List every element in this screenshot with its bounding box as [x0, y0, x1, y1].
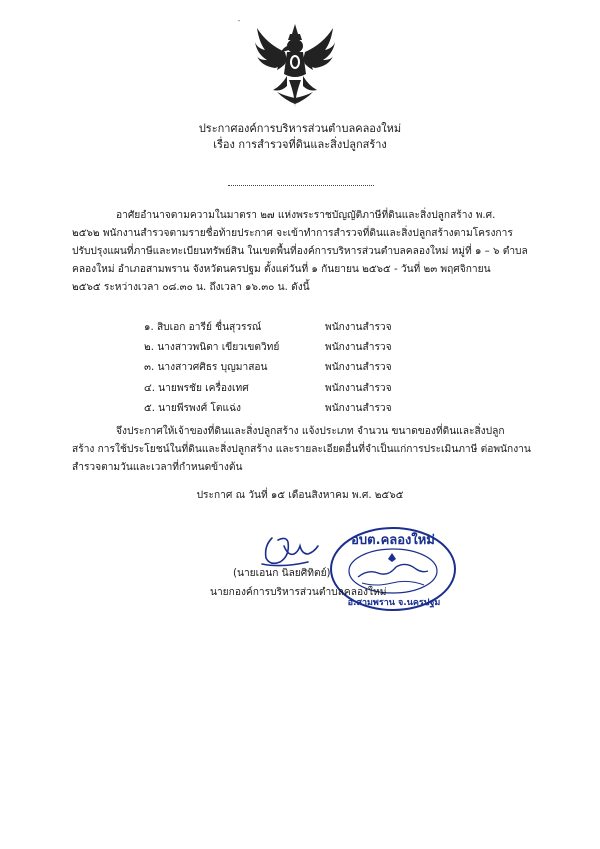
signatory-title: นายกองค์การบริหารส่วนตำบลคลองใหม่ — [210, 587, 387, 598]
staff-list-item — [144, 319, 544, 337]
stamp-top-text: อบต.คลองใหม่ — [351, 533, 435, 548]
paragraph-line: จึงประกาศให้เจ้าของที่ดินและสิ่งปลูกสร้าง แจ้งประเภท จำนวน ขนาดของที่ดินและสิ่งปลูก — [116, 426, 505, 437]
garuda-emblem-icon — [253, 22, 337, 110]
stamp-bottom-text: อ.สามพราน จ.นครปฐม — [347, 598, 441, 608]
staff-name: ๓. นางสาวศศิธร บุญมาสอน — [144, 362, 268, 373]
paragraph-line: ปรับปรุงแผนที่ภาษีและทะเบียนทรัพย์สิน ในเขตพื้นที่องค์การบริหารส่วนตำบลคลองใหม่ หมู่ที่ ๑ – ๖ ตำบล — [72, 246, 528, 257]
staff-name: ๒. นางสาวพนิดา เขียวเขตวิทย์ — [144, 342, 280, 353]
signatory-name: (นายเอนก นิลยศิทิตย์) — [233, 568, 331, 579]
staff-name: ๔. นายพรชัย เครื่องเทศ — [144, 383, 249, 394]
paragraph-line: ๒๕๖๕ ระหว่างเวลา ๐๘.๓๐ น. ถึงเวลา ๑๖.๓๐ น. ดังนี้ — [72, 282, 310, 293]
staff-list-item — [144, 339, 544, 357]
staff-position: พนักงานสำรวจ — [325, 383, 392, 394]
paragraph-line: ๒๕๖๒ พนักงานสำรวจตามรายชื่อท้ายประกาศ จะเข้าทำการสำรวจที่ดินและสิ่งปลูกสร้างตามโครงการ — [72, 228, 513, 239]
staff-position: พนักงานสำรวจ — [325, 342, 392, 353]
staff-list-item — [144, 380, 544, 398]
paragraph-line: สร้าง การใช้ประโยชน์ในที่ดินและสิ่งปลูกสร้าง และรายละเอียดอื่นที่จำเป็นแก่การประเมินภาษี ต่อพนักงาน — [72, 444, 531, 455]
issue-date: ประกาศ ณ วันที่ ๑๕ เดือนสิงหาคม พ.ศ. ๒๕๖๕ — [196, 490, 404, 501]
staff-list-item — [144, 400, 544, 418]
staff-list-item — [144, 359, 544, 377]
staff-name: ๑. สิบเอก อารีย์ ชื่นสุวรรณ์ — [144, 322, 262, 333]
document-subject: เรื่อง การสำรวจที่ดินและสิ่งปลูกสร้าง — [213, 138, 387, 151]
paragraph-line: คลองใหม่ อำเภอสามพราน จังหวัดนครปฐม ตั้งแต่วันที่ ๑ กันยายน ๒๕๖๕ - วันที่ ๒๓ พฤศจิกายน — [72, 264, 491, 275]
staff-position: พนักงานสำรวจ — [325, 362, 392, 373]
staff-name: ๕. นายพีรพงศ์ โตแฉ่ง — [144, 403, 241, 414]
page-mark: - — [237, 16, 241, 25]
staff-position: พนักงานสำรวจ — [325, 322, 392, 333]
paragraph-line: สำรวจตามวันและเวลาที่กำหนดข้างต้น — [72, 462, 243, 473]
staff-position: พนักงานสำรวจ — [325, 403, 392, 414]
paragraph-authority — [72, 207, 538, 297]
paragraph-line: อาศัยอำนาจตามความในมาตรา ๒๗ แห่งพระราชบัญญัติภาษีที่ดินและสิ่งปลูกสร้าง พ.ศ. — [116, 210, 496, 221]
paragraph-notice — [72, 423, 538, 477]
dotted-separator — [228, 185, 374, 186]
document-title: ประกาศองค์การบริหารส่วนตำบลคลองใหม่ — [198, 122, 402, 135]
